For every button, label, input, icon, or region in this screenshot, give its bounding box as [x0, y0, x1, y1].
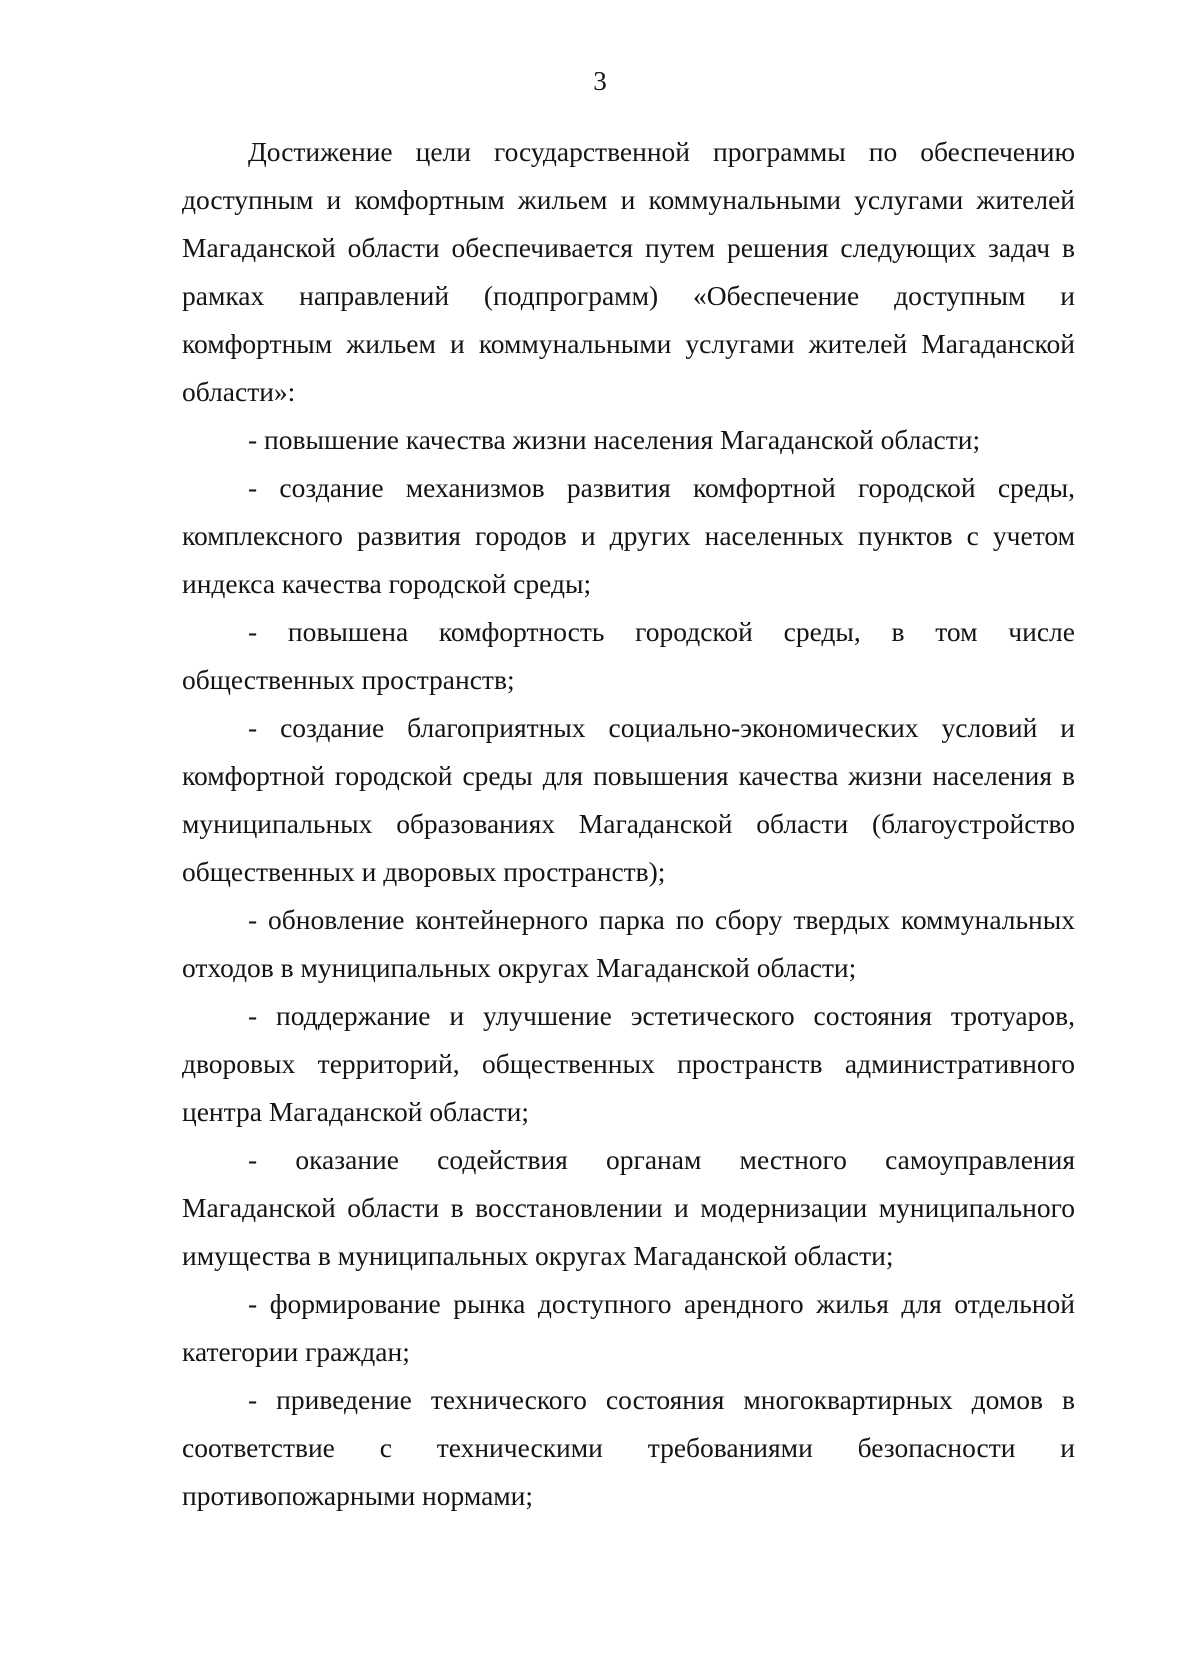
task-item-favorable-conditions: - создание благоприятных социально-экономических условий и комфортной городской среды для повышения качества жизни населения в муниципальных образованиях Магаданской области (благоустройство общественных и дворовых пространств); — [182, 712, 1075, 887]
page-number: 3 — [593, 66, 607, 96]
intro-paragraph: Достижение цели государственной программы по обеспечению доступным и комфортным жильем и коммунальными услугами жителей Магаданской области обеспечивается путем решения следующих задач в рамках направлений (подпрограмм) «Обеспечение доступным и комфортным жильем и коммунальными услугами жителей Магаданской области»: — [182, 136, 1075, 407]
task-item-container-fleet: - обновление контейнерного парка по сбору твердых коммунальных отходов в муниципальных округах Магаданской области; — [182, 904, 1075, 983]
document-body — [182, 128, 1075, 1520]
task-item-quality-of-life: - повышение качества жизни населения Магаданской области; — [248, 424, 981, 455]
task-item-urban-comfort: - повышена комфортность городской среды, в том числе общественных пространств; — [182, 616, 1075, 695]
task-item-aesthetic-condition: - поддержание и улучшение эстетического состояния тротуаров, дворовых территорий, общественных пространств административного центра Магаданской области; — [182, 1000, 1075, 1127]
task-item-rental-housing: - формирование рынка доступного арендного жилья для отдельной категории граждан; — [182, 1288, 1075, 1367]
task-item-municipal-support: - оказание содействия органам местного самоуправления Магаданской области в восстановлении и модернизации муниципального имущества в муниципальных округах Магаданской области; — [182, 1144, 1075, 1271]
task-item-building-safety: - приведение технического состояния многоквартирных домов в соответствие с техническими требованиями безопасности и противопожарными нормами; — [182, 1384, 1075, 1511]
task-item-urban-environment-mechanisms: - создание механизмов развития комфортной городской среды, комплексного развития городов и других населенных пунктов с учетом индекса качества городской среды; — [182, 472, 1075, 599]
